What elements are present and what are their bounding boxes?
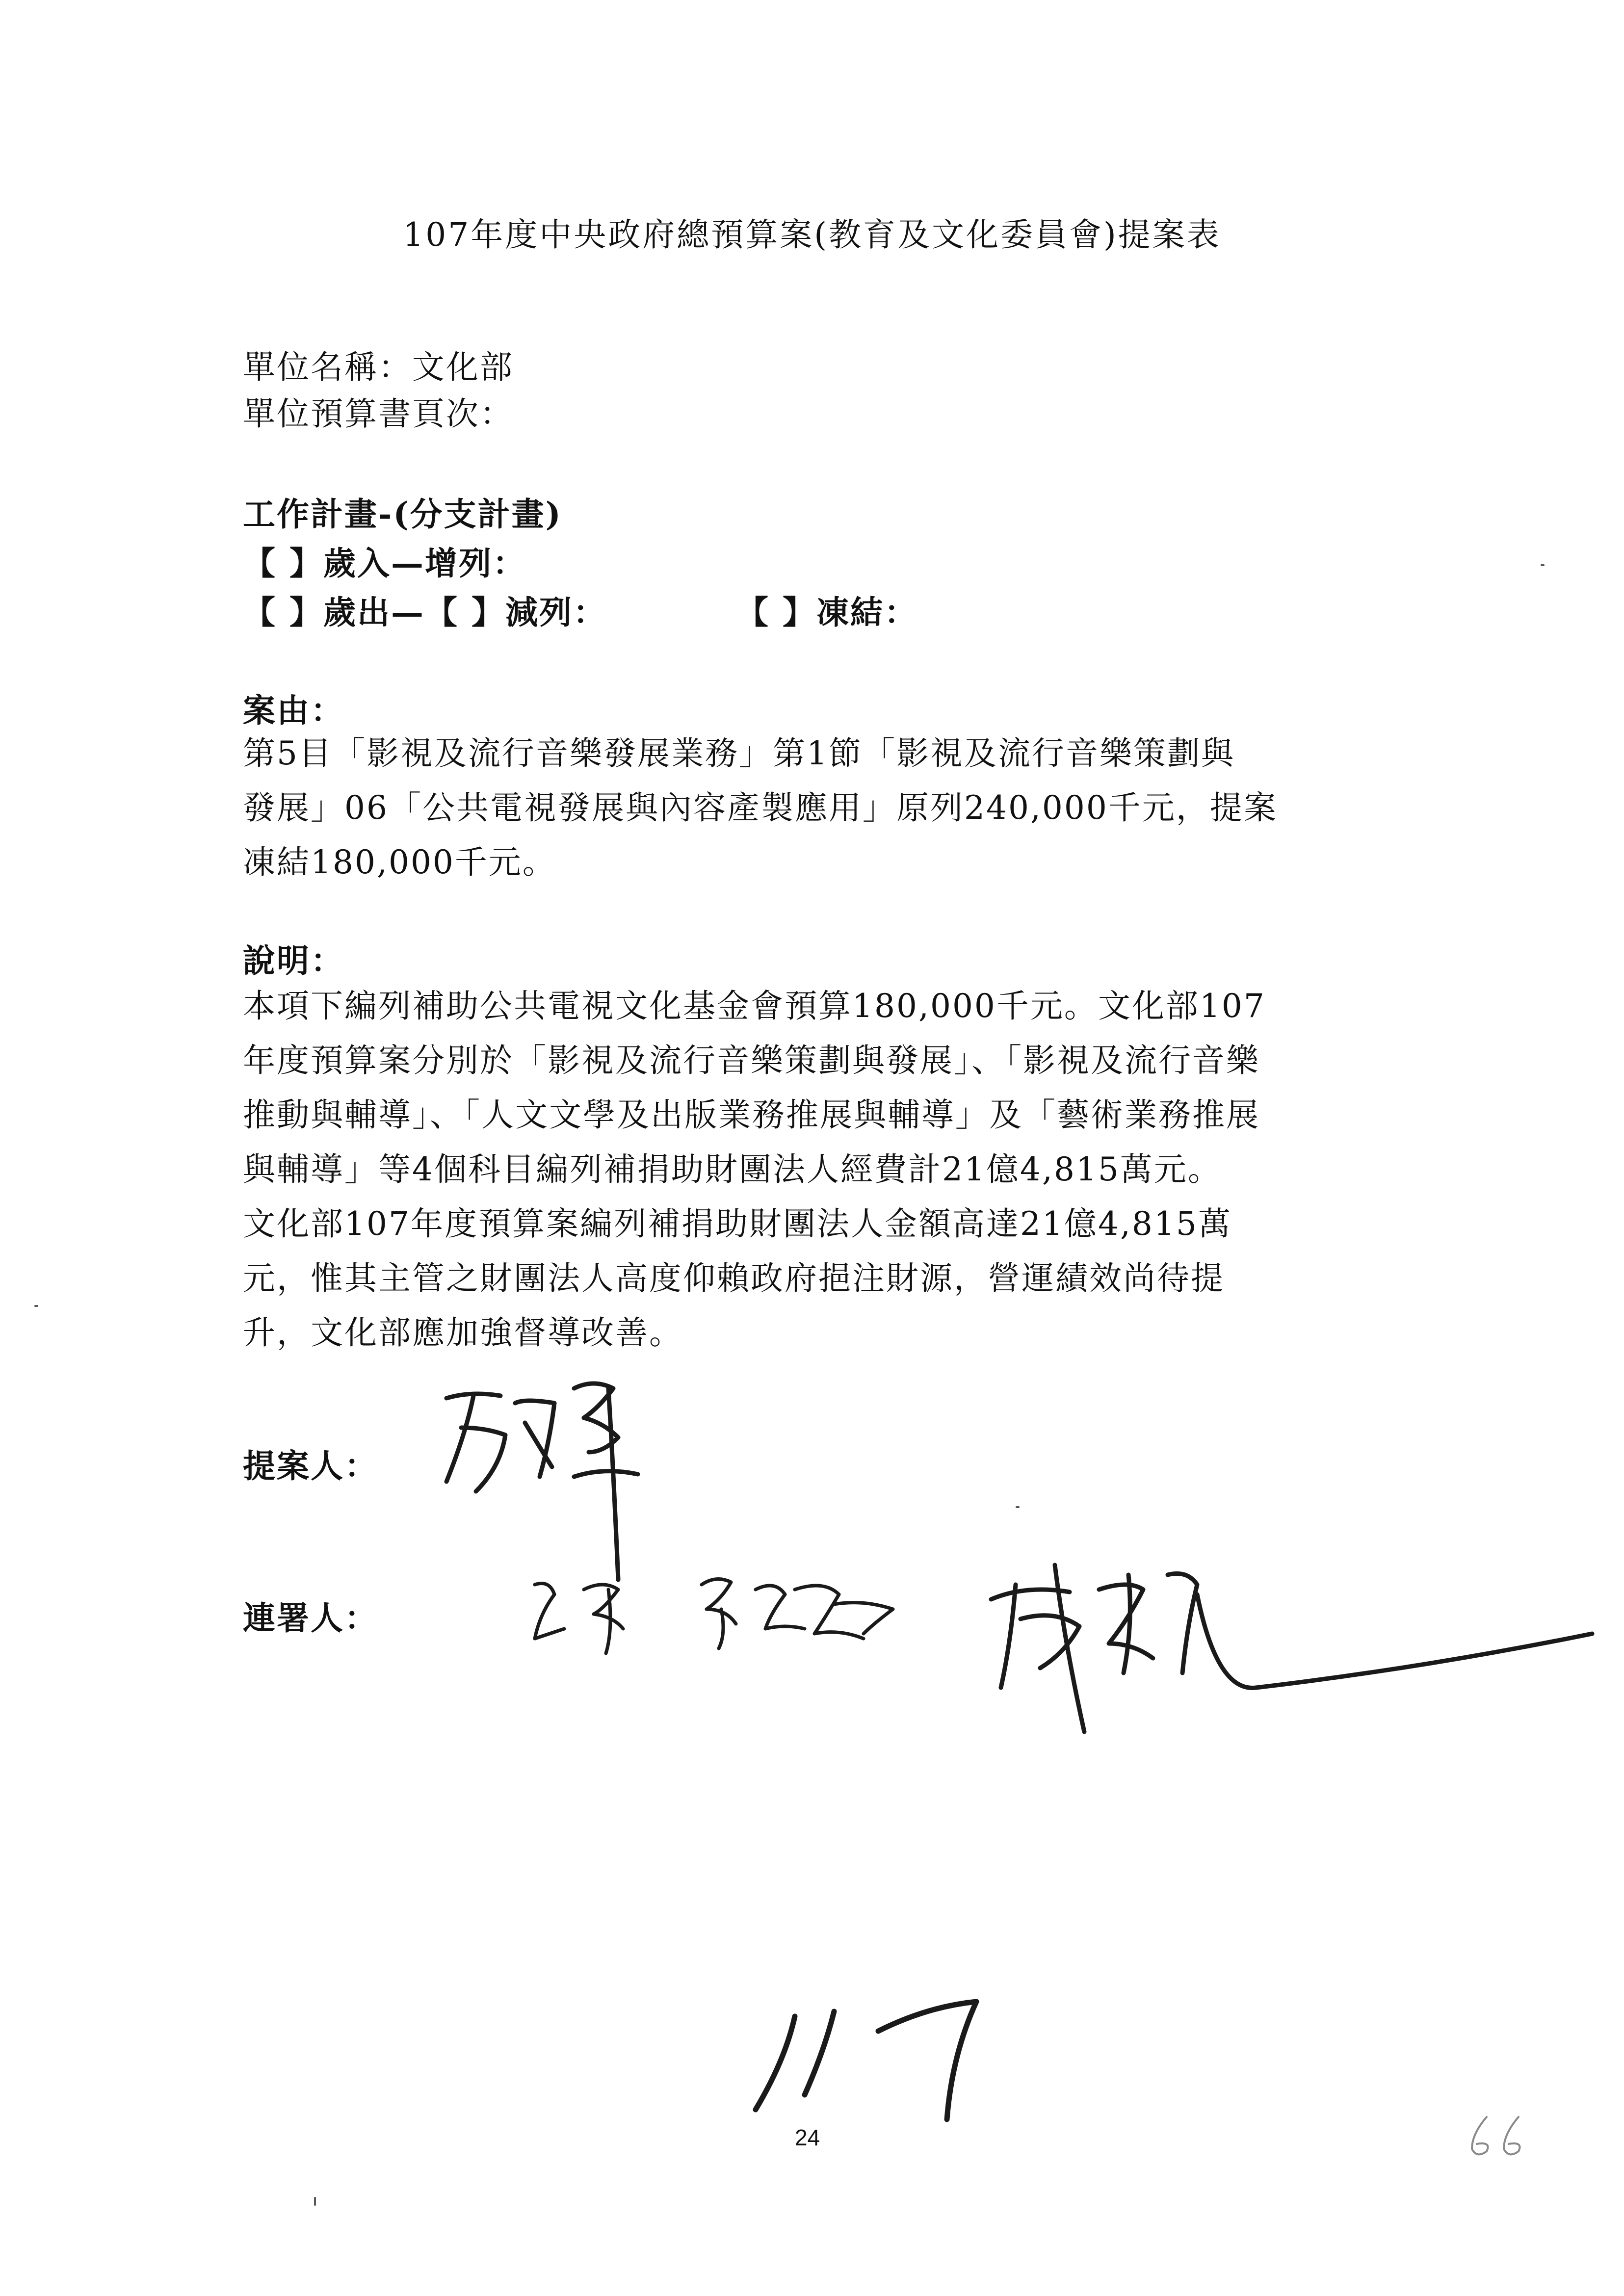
cosigner-signature-2 xyxy=(981,1545,1619,1751)
proposer-label: 提案人： xyxy=(243,1447,378,1485)
reason-line: 第5目「影視及流行音樂發展業務」第1節「影視及流行音樂策劃與 xyxy=(243,734,1235,772)
page-number: 24 xyxy=(795,2125,820,2150)
cosigner-label: 連署人： xyxy=(243,1599,378,1637)
explanation-line: 推動與輔導」、「人文文學及出版業務推展與輔導」及「藝術業務推展 xyxy=(243,1096,1260,1134)
unit-name-line: 單位名稱：文化部 xyxy=(243,348,514,386)
margin-number xyxy=(1462,2110,1541,2164)
unit-page-line: 單位預算書頁次： xyxy=(243,395,514,433)
reason-line: 發展」06「公共電視發展與內容產製應用」原列240,000千元，提案 xyxy=(243,789,1278,827)
expense-line: 【 】歲出—【 】減列： xyxy=(243,593,607,631)
explanation-line: 與輔導」等4個科目編列補捐助財團法人經費計21億4,815萬元。 xyxy=(243,1150,1222,1188)
explanation-line: 文化部107年度預算案編列補捐助財團法人金額高達21億4,815萬 xyxy=(243,1205,1232,1243)
reason-heading: 案由： xyxy=(243,691,344,730)
reason-body xyxy=(243,726,1386,889)
explanation-body xyxy=(243,979,1386,1360)
handwritten-number xyxy=(746,1982,1001,2129)
explanation-line: 年度預算案分別於「影視及流行音樂策劃與發展」、「影視及流行音樂 xyxy=(243,1042,1260,1079)
explanation-line: 本項下編列補助公共電視文化基金會預算180,000千元。文化部107 xyxy=(243,987,1266,1025)
scan-mark xyxy=(1016,1506,1020,1508)
freeze-label: 【 】凍結： xyxy=(736,593,918,631)
cosigner-signature-1 xyxy=(520,1560,932,1673)
reason-line: 凍結180,000千元。 xyxy=(243,843,556,881)
revenue-line: 【 】歲入—增列： xyxy=(243,544,526,582)
document-title: 107年度中央政府總預算案(教育及文化委員會)提案表 xyxy=(403,216,1221,254)
plan-heading: 工作計畫-(分支計畫) xyxy=(243,495,562,533)
explanation-line: 升，文化部應加強督導改善。 xyxy=(243,1314,683,1352)
explanation-heading: 說明： xyxy=(243,941,344,980)
scan-mark xyxy=(34,1305,38,1307)
explanation-line: 元，惟其主管之財團法人高度仰賴政府挹注財源，營運績效尚待提 xyxy=(243,1259,1225,1297)
scan-mark xyxy=(1541,564,1545,566)
scan-mark xyxy=(314,2197,316,2206)
